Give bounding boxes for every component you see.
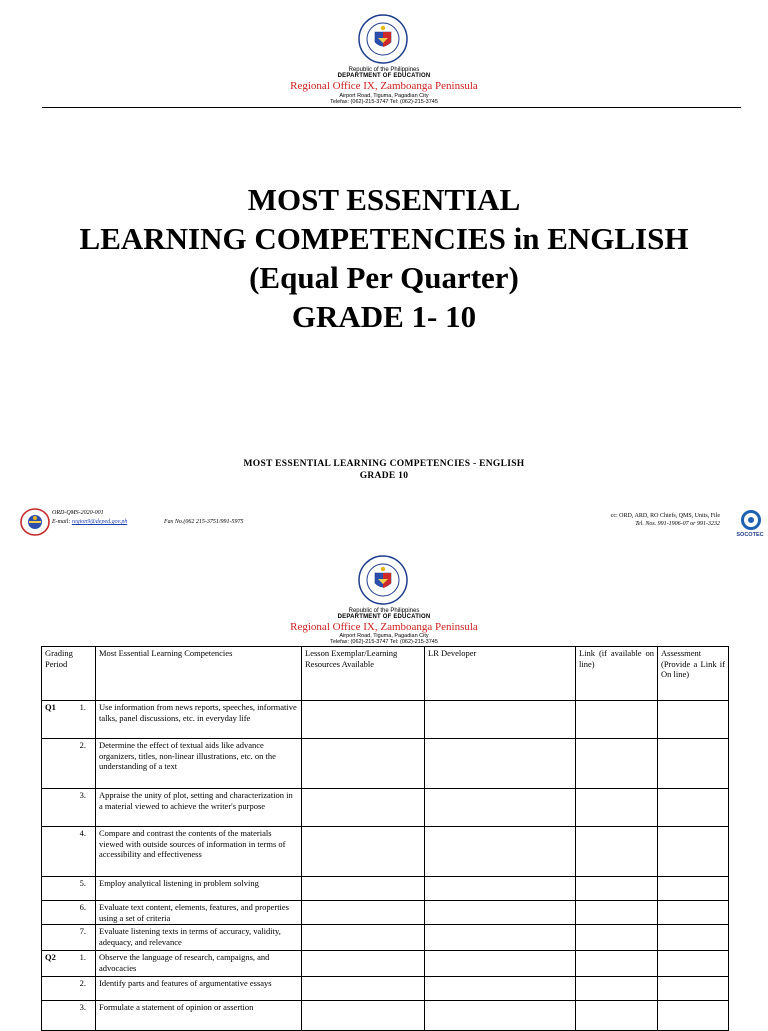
lr-developer-cell [425,1001,576,1031]
assessment-cell [658,877,729,901]
competency-text: Evaluate listening texts in terms of accuracy, validity, adequacy, and relevance [96,925,302,951]
melc-table [41,646,729,1031]
lesson-exemplar-cell [302,901,425,925]
lr-developer-cell [425,827,576,877]
table-row [42,977,729,1001]
assessment-cell [658,739,729,789]
lesson-exemplar-cell [302,739,425,789]
table-row [42,901,729,925]
deped-logo-icon [20,508,50,536]
grading-period-cell [42,1001,96,1031]
lr-developer-cell [425,951,576,977]
competency-number: 5. [79,878,86,888]
competency-text: Appraise the unity of plot, setting and characterization in a material viewed to achieve the writer's purpose [96,789,302,827]
telefax-label: Telefax: (062)-215-3747 Tel: (062)-215-3745 [330,99,438,105]
quarter-label: Q2 [45,952,56,962]
lr-developer-cell [425,701,576,739]
department-label: DEPARTMENT OF EDUCATION [337,614,431,620]
table-row [42,827,729,877]
grading-period-cell [42,739,96,789]
competency-text: Employ analytical listening in problem solving [96,877,302,901]
assessment-cell [658,901,729,925]
competency-number: 4. [79,828,86,838]
lesson-exemplar-cell [302,827,425,877]
title-line-1: MOST ESSENTIAL [247,182,521,217]
department-label: DEPARTMENT OF EDUCATION [337,73,431,79]
assessment-cell [658,789,729,827]
address-label: Airport Road, Tiguma, Pagadian City [339,633,429,639]
competency-text: Evaluate text content, elements, features, and properties using a set of criteria [96,901,302,925]
title-line-4: GRADE 1- 10 [291,299,477,334]
grading-period-cell [42,951,96,977]
lesson-exemplar-cell [302,701,425,739]
lesson-exemplar-cell [302,951,425,977]
competency-number: 2. [79,978,86,988]
lesson-exemplar-cell [302,789,425,827]
competency-text: Formulate a statement of opinion or assertion [96,1001,302,1031]
competency-text: Compare and contrast the contents of the materials viewed with outside sources of information in terms of accessibility and effectiveness [96,827,302,877]
lesson-exemplar-cell [302,977,425,1001]
lr-developer-cell [425,925,576,951]
header-assessment: Assessment (Provide a Link if On line) [658,647,729,701]
header-link: Link (if available on line) [576,647,658,701]
header-grading-period: Grading Period [42,647,96,701]
telephone-line: Tel. Nos. 991-1906-07 or 991-3232 [635,521,720,527]
lr-developer-cell [425,789,576,827]
lr-developer-cell [425,739,576,789]
lr-developer-cell [425,901,576,925]
grading-period-cell [42,701,96,739]
regional-office-label: Regional Office IX, Zamboanga Peninsula [290,621,478,633]
assessment-cell [658,1001,729,1031]
quarter-label: Q1 [45,702,56,712]
title-line-2: LEARNING COMPETENCIES in ENGLISH [79,221,689,256]
competency-text: Use information from news reports, speeches, informative talks, panel discussions, etc. in everyday life [96,701,302,739]
socotec-label: SOCOTEC [736,532,764,538]
lesson-exemplar-cell [302,1001,425,1031]
assessment-cell [658,951,729,977]
lr-developer-cell [425,977,576,1001]
link-cell [576,877,658,901]
table-header-row [42,647,729,701]
socotec-logo-icon [736,510,766,532]
competency-number: 3. [79,1002,86,1012]
competency-number: 1. [79,702,86,712]
table-row [42,739,729,789]
deped-seal-icon [358,555,408,605]
deped-seal-icon [358,14,408,64]
grading-period-cell [42,977,96,1001]
assessment-cell [658,701,729,739]
table-row [42,951,729,977]
competency-text: Identify parts and features of argumentative essays [96,977,302,1001]
grading-period-cell [42,877,96,901]
republic-label: Republic of the Philippines [348,67,420,73]
header-competencies: Most Essential Learning Competencies [96,647,302,701]
competency-number: 3. [79,790,86,800]
republic-label: Republic of the Philippines [348,608,420,614]
fax-number: Fax No.(062 215-3751/991-5975 [164,519,244,525]
assessment-cell [658,925,729,951]
table-row [42,1001,729,1031]
competency-number: 2. [79,740,86,750]
link-cell [576,701,658,739]
header-lesson-exemplar: Lesson Exemplar/Learning Resources Available [302,647,425,701]
competency-number: 6. [79,902,86,912]
grading-period-cell [42,901,96,925]
link-cell [576,925,658,951]
table-row [42,701,729,739]
link-cell [576,739,658,789]
email-link[interactable]: region9@deped.gov.ph [71,519,128,525]
assessment-cell [658,827,729,877]
email-line [52,518,127,526]
link-cell [576,1001,658,1031]
grading-period-cell [42,827,96,877]
subtitle-line-1: MOST ESSENTIAL LEARNING COMPETENCIES - ENGLISH [243,459,525,469]
link-cell [576,951,658,977]
link-cell [576,827,658,877]
grading-period-cell [42,925,96,951]
link-cell [576,789,658,827]
document-code: ORD-QMS-2020-001 [52,510,104,516]
address-label: Airport Road, Tiguma, Pagadian City [339,93,429,99]
competency-number: 1. [79,952,86,962]
telefax-label: Telefax: (062)-215-3747 Tel: (062)-215-3745 [330,639,438,645]
lesson-exemplar-cell [302,925,425,951]
regional-office-label: Regional Office IX, Zamboanga Peninsula [290,80,478,92]
cc-line: cc: ORD, ARD, RO Chiefs, QMS, Units, File [610,513,720,519]
title-line-3: (Equal Per Quarter) [249,260,519,295]
competency-text: Observe the language of research, campaigns, and advocacies [96,951,302,977]
assessment-cell [658,977,729,1001]
table-row [42,789,729,827]
table-row [42,925,729,951]
lesson-exemplar-cell [302,877,425,901]
email-label: E-mail: [52,519,71,525]
subtitle-line-2: GRADE 10 [359,471,409,481]
grading-period-cell [42,789,96,827]
competency-text: Determine the effect of textual aids like advance organizers, titles, non-linear illustrations, etc. on the understanding of a text [96,739,302,789]
lr-developer-cell [425,877,576,901]
header-lr-developer: LR Developer [425,647,576,701]
link-cell [576,901,658,925]
table-row [42,877,729,901]
competency-number: 7. [79,926,86,936]
header-divider [42,107,741,108]
link-cell [576,977,658,1001]
